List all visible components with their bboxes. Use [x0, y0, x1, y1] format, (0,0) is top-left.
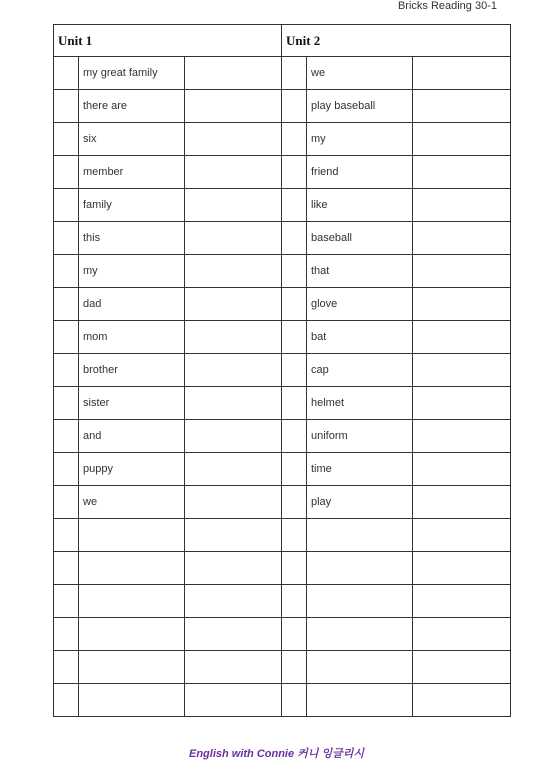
vocabulary-table — [53, 24, 511, 717]
unit-1-word-cell — [79, 519, 185, 552]
unit-2-word-cell: helmet — [307, 387, 413, 420]
unit-1-meaning-cell — [185, 222, 282, 255]
unit-2-word-cell: uniform — [307, 420, 413, 453]
unit-1-number-cell — [54, 90, 79, 123]
unit-1-meaning-cell — [185, 651, 282, 684]
unit-2-number-cell — [282, 354, 307, 387]
unit-1-meaning-cell — [185, 255, 282, 288]
unit-1-word-cell: sister — [79, 387, 185, 420]
unit-2-word-cell: cap — [307, 354, 413, 387]
unit-1-word-cell: six — [79, 123, 185, 156]
table-row — [54, 288, 511, 321]
unit-1-meaning-cell — [185, 585, 282, 618]
unit-2-meaning-cell — [413, 585, 511, 618]
unit-2-word-cell: play baseball — [307, 90, 413, 123]
unit-1-number-cell — [54, 321, 79, 354]
table-row — [54, 420, 511, 453]
unit-1-word-cell: member — [79, 156, 185, 189]
unit-1-number-cell — [54, 354, 79, 387]
unit-2-number-cell — [282, 288, 307, 321]
unit-2-meaning-cell — [413, 519, 511, 552]
unit-1-number-cell — [54, 189, 79, 222]
table-row — [54, 684, 511, 717]
table-row — [54, 321, 511, 354]
table-row — [54, 222, 511, 255]
unit-2-word-cell: my — [307, 123, 413, 156]
unit-1-word-cell: brother — [79, 354, 185, 387]
table-row — [54, 453, 511, 486]
table-row — [54, 57, 511, 90]
unit-1-word-cell — [79, 552, 185, 585]
unit-1-title: Unit 1 — [54, 25, 282, 57]
unit-1-meaning-cell — [185, 453, 282, 486]
unit-2-number-cell — [282, 420, 307, 453]
document-header: Bricks Reading 30-1 — [397, 0, 497, 12]
table-row — [54, 486, 511, 519]
unit-2-meaning-cell — [413, 90, 511, 123]
unit-2-meaning-cell — [413, 57, 511, 90]
unit-1-meaning-cell — [185, 387, 282, 420]
unit-1-number-cell — [54, 651, 79, 684]
unit-1-number-cell — [54, 222, 79, 255]
unit-2-number-cell — [282, 552, 307, 585]
unit-1-number-cell — [54, 156, 79, 189]
unit-1-meaning-cell — [185, 189, 282, 222]
unit-1-word-cell: we — [79, 486, 185, 519]
unit-2-meaning-cell — [413, 552, 511, 585]
unit-2-number-cell — [282, 123, 307, 156]
unit-2-word-cell: baseball — [307, 222, 413, 255]
unit-1-word-cell — [79, 684, 185, 717]
unit-2-number-cell — [282, 57, 307, 90]
unit-1-word-cell — [79, 585, 185, 618]
unit-2-meaning-cell — [413, 288, 511, 321]
table-row — [54, 651, 511, 684]
footer-credit: English with Connie 커니 잉글리시 — [189, 748, 364, 760]
unit-1-meaning-cell — [185, 618, 282, 651]
unit-2-meaning-cell — [413, 222, 511, 255]
unit-2-word-cell — [307, 684, 413, 717]
unit-1-number-cell — [54, 618, 79, 651]
table-row — [54, 255, 511, 288]
unit-1-meaning-cell — [185, 420, 282, 453]
unit-2-meaning-cell — [413, 123, 511, 156]
unit-1-number-cell — [54, 585, 79, 618]
unit-1-meaning-cell — [185, 57, 282, 90]
unit-2-word-cell — [307, 552, 413, 585]
unit-2-number-cell — [282, 519, 307, 552]
unit-2-word-cell: glove — [307, 288, 413, 321]
unit-2-word-cell — [307, 519, 413, 552]
table-row — [54, 618, 511, 651]
table-row — [54, 90, 511, 123]
unit-2-word-cell — [307, 585, 413, 618]
unit-2-word-cell: like — [307, 189, 413, 222]
unit-1-word-cell: dad — [79, 288, 185, 321]
unit-2-meaning-cell — [413, 420, 511, 453]
unit-1-meaning-cell — [185, 321, 282, 354]
unit-1-number-cell — [54, 387, 79, 420]
unit-2-number-cell — [282, 90, 307, 123]
unit-1-word-cell: puppy — [79, 453, 185, 486]
unit-2-meaning-cell — [413, 156, 511, 189]
unit-1-meaning-cell — [185, 519, 282, 552]
unit-1-word-cell: and — [79, 420, 185, 453]
unit-2-meaning-cell — [413, 255, 511, 288]
unit-2-number-cell — [282, 189, 307, 222]
unit-2-word-cell — [307, 618, 413, 651]
unit-2-meaning-cell — [413, 321, 511, 354]
unit-1-word-cell — [79, 618, 185, 651]
unit-1-word-cell: there are — [79, 90, 185, 123]
table-row — [54, 387, 511, 420]
unit-2-meaning-cell — [413, 387, 511, 420]
unit-2-number-cell — [282, 684, 307, 717]
unit-1-number-cell — [54, 519, 79, 552]
unit-2-number-cell — [282, 618, 307, 651]
unit-1-number-cell — [54, 453, 79, 486]
unit-2-word-cell: we — [307, 57, 413, 90]
unit-1-number-cell — [54, 255, 79, 288]
unit-2-number-cell — [282, 387, 307, 420]
unit-1-word-cell: mom — [79, 321, 185, 354]
unit-2-meaning-cell — [413, 651, 511, 684]
unit-1-meaning-cell — [185, 288, 282, 321]
unit-header-row — [54, 25, 511, 57]
unit-1-meaning-cell — [185, 684, 282, 717]
unit-1-number-cell — [54, 288, 79, 321]
unit-2-word-cell: bat — [307, 321, 413, 354]
table-row — [54, 519, 511, 552]
unit-2-meaning-cell — [413, 684, 511, 717]
unit-2-meaning-cell — [413, 486, 511, 519]
unit-2-word-cell: play — [307, 486, 413, 519]
table-row — [54, 552, 511, 585]
unit-2-number-cell — [282, 156, 307, 189]
unit-2-meaning-cell — [413, 618, 511, 651]
unit-1-word-cell: family — [79, 189, 185, 222]
unit-2-word-cell: that — [307, 255, 413, 288]
unit-1-meaning-cell — [185, 552, 282, 585]
table-row — [54, 585, 511, 618]
table-row — [54, 156, 511, 189]
unit-1-meaning-cell — [185, 486, 282, 519]
unit-2-number-cell — [282, 651, 307, 684]
unit-2-meaning-cell — [413, 453, 511, 486]
unit-1-meaning-cell — [185, 90, 282, 123]
unit-1-number-cell — [54, 57, 79, 90]
unit-1-number-cell — [54, 684, 79, 717]
unit-1-word-cell — [79, 651, 185, 684]
unit-1-number-cell — [54, 486, 79, 519]
unit-1-meaning-cell — [185, 123, 282, 156]
unit-1-word-cell: this — [79, 222, 185, 255]
unit-2-word-cell: time — [307, 453, 413, 486]
table-row — [54, 123, 511, 156]
unit-2-number-cell — [282, 222, 307, 255]
unit-1-number-cell — [54, 123, 79, 156]
unit-2-word-cell: friend — [307, 156, 413, 189]
unit-2-meaning-cell — [413, 354, 511, 387]
unit-2-number-cell — [282, 486, 307, 519]
unit-1-number-cell — [54, 552, 79, 585]
unit-1-meaning-cell — [185, 156, 282, 189]
unit-1-word-cell: my great family — [79, 57, 185, 90]
unit-2-number-cell — [282, 255, 307, 288]
unit-1-meaning-cell — [185, 354, 282, 387]
unit-2-number-cell — [282, 321, 307, 354]
unit-2-number-cell — [282, 453, 307, 486]
unit-1-number-cell — [54, 420, 79, 453]
table-row — [54, 354, 511, 387]
unit-2-word-cell — [307, 651, 413, 684]
unit-2-title: Unit 2 — [282, 25, 511, 57]
unit-1-word-cell: my — [79, 255, 185, 288]
unit-2-number-cell — [282, 585, 307, 618]
table-row — [54, 189, 511, 222]
unit-2-meaning-cell — [413, 189, 511, 222]
